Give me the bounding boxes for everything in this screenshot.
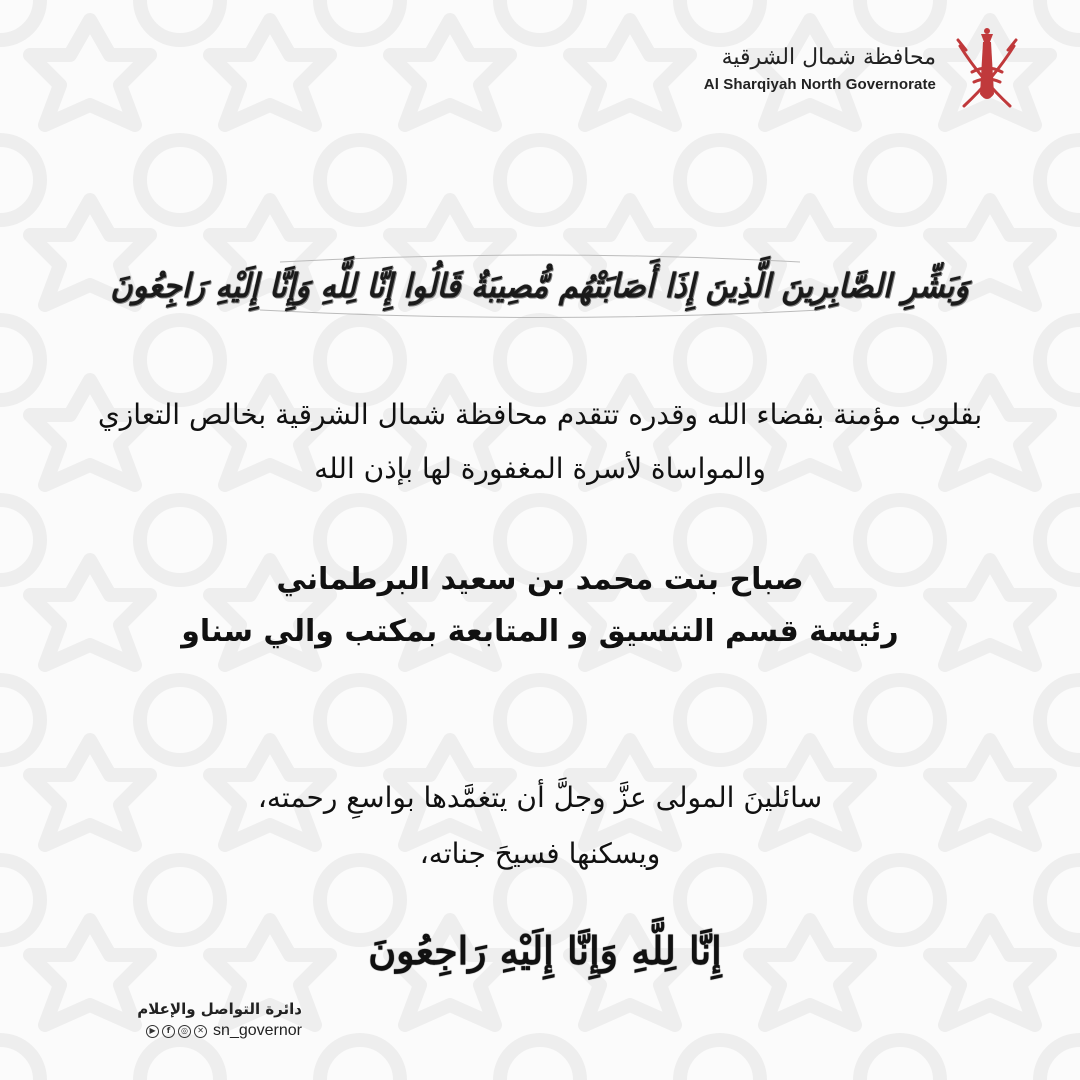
quran-verse-bottom — [368, 905, 722, 995]
deceased-name: صباح بنت محمد بن سعيد البرطماني — [276, 562, 804, 597]
verse-top-text: وَبَشِّرِ الصَّابِرِينَ الَّذِينَ إِذَا أَصَابَتْهُم مُّصِيبَةٌ قَالُوا إِنَّا لِلَّهِ وَإِنَّا إِلَيْهِ رَاجِعُونَ — [110, 265, 970, 305]
condolence-line-1: بقلوب مؤمنة بقضاء الله وقدره تتقدم محافظة شمال الشرقية بخالص التعازي — [97, 398, 983, 431]
social-links — [146, 1022, 302, 1040]
condolence-line-2: والمواساة لأسرة المغفورة لها بإذن الله — [314, 452, 766, 485]
x-icon[interactable]: ✕ — [194, 1025, 207, 1038]
governorate-title — [704, 45, 936, 92]
social-handle[interactable]: sn_governor — [213, 1022, 302, 1039]
footer — [118, 1000, 302, 1040]
prayer-line-1: سائلينَ المولى عزَّ وجلَّ أن يتغمَّدها بواسعِ رحمته، — [257, 781, 823, 814]
governorate-name-arabic: محافظة شمال الشرقية — [721, 45, 936, 71]
governorate-name-english: Al Sharqiyah North Governorate — [703, 75, 936, 93]
quran-verse-top — [110, 240, 970, 330]
header — [704, 28, 1024, 110]
facebook-icon[interactable]: f — [162, 1025, 175, 1038]
department-name: دائرة التواصل والإعلام — [137, 1000, 302, 1018]
deceased-title: رئيسة قسم التنسيق و المتابعة بمكتب والي سناو — [181, 614, 899, 649]
condolence-message — [40, 388, 1040, 496]
verse-bottom-text: إِنَّا لِلَّهِ وَإِنَّا إِلَيْهِ رَاجِعُونَ — [368, 927, 722, 973]
youtube-icon[interactable]: ▶ — [146, 1025, 159, 1038]
instagram-icon[interactable]: ◎ — [178, 1025, 191, 1038]
prayer-line-2: ويسكنها فسيحَ جناته، — [419, 837, 661, 870]
prayer-message — [40, 770, 1040, 882]
oman-emblem-icon — [950, 28, 1024, 110]
